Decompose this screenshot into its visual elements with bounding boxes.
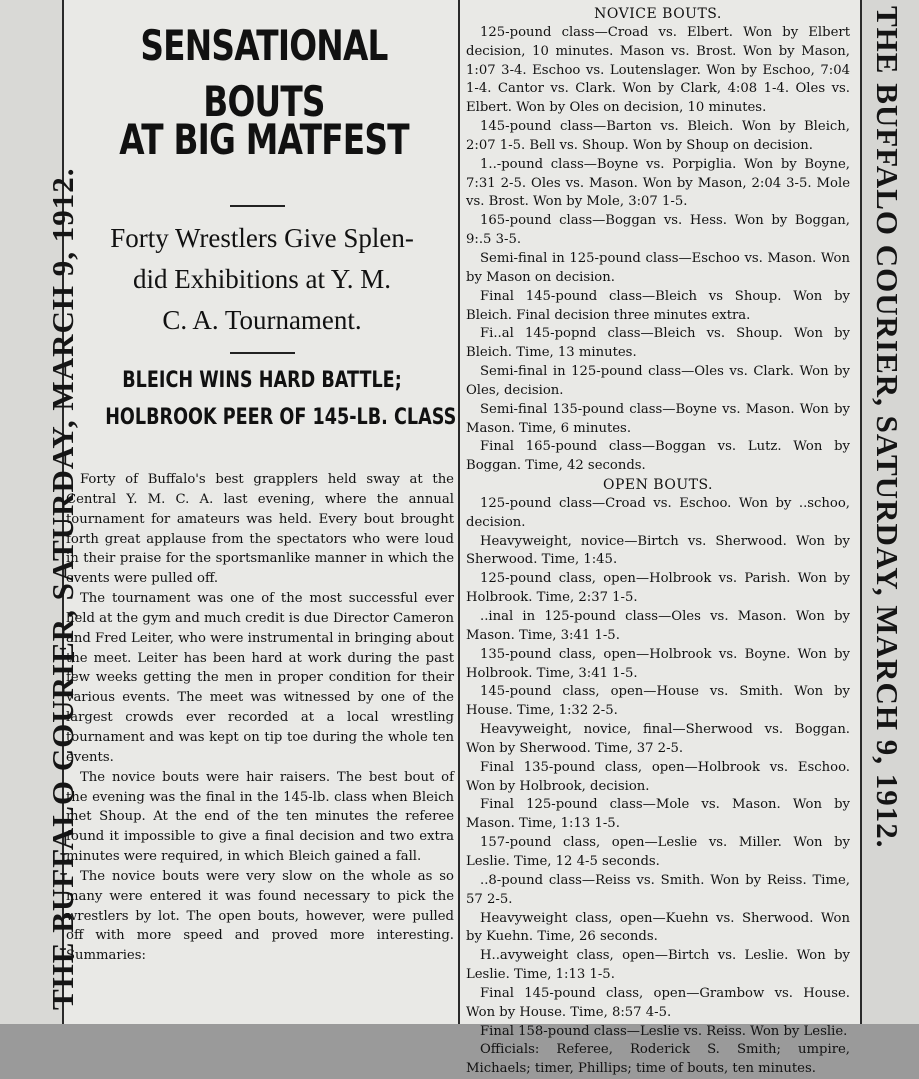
summary-entry: 145-pound class, open—House vs. Smith. Won by House. Time, 1:32 2-5. <box>466 684 850 719</box>
headline-line-2: AT BIG MATFEST <box>119 115 409 164</box>
subhead <box>105 362 457 436</box>
summaries <box>466 5 850 1079</box>
summary-entry: Final 135-pound class, open—Holbrook vs. Eschoo. Won by Holbrook, decision. <box>466 759 850 794</box>
summary-entry: Final 125-pound class—Mole vs. Mason. Won by Mason. Time, 1:13 1-5. <box>466 797 850 832</box>
deck <box>66 218 458 341</box>
article-body <box>66 470 454 966</box>
headline-line-1: SENSATIONAL BOUTS <box>140 21 388 126</box>
summary-entry: Final 165-pound class—Boggan vs. Lutz. Won by Boggan. Time, 42 seconds. <box>466 439 850 474</box>
summary-entry: 145-pound class—Barton vs. Bleich. Won by Bleich, 2:07 1-5. Bell vs. Shoup. Won by Shoup on decision. <box>466 119 850 153</box>
right-margin-dateline: THE BUFFALO COURIER, SATURDAY, MARCH 9, 1912. <box>870 6 905 849</box>
summary-entry: H..avyweight class, open—Birtch vs. Leslie. Won by Leslie. Time, 1:13 1-5. <box>466 948 850 983</box>
summary-entry: Heavyweight, novice, final—Sherwood vs. Boggan. Won by Sherwood. Time, 37 2-5. <box>466 722 850 756</box>
summary-entry: ..inal in 125-pound class—Oles vs. Mason. Won by Mason. Time, 3:41 1-5. <box>466 609 850 643</box>
article-paragraph: The novice bouts were very slow on the whole as so many were entered it was found necessary to pick the wrestlers by lot. The open bouts, however, were pulled off with more speed and proved more interesting. Summaries: <box>66 868 454 964</box>
summary-entry: 125-pound class—Croad vs. Eschoo. Won by ..schoo, decision. <box>466 495 850 530</box>
summary-entry: 125-pound class—Croad vs. Elbert. Won by Elbert decision, 10 minutes. Mason vs. Brost. Won by Mason, 1:07 3-4. Eschoo vs. Loutenslager. Won by Eschoo, 7:04 1-4. Cantor vs. Clark. Won by Clark, 4:08 1-4. Oles vs. Elbert. Won by Oles on decision, 10 minutes. <box>466 24 850 116</box>
deck-line-3: C. A. Tournament. <box>162 305 362 335</box>
open-bouts-heading: OPEN BOUTS. <box>602 477 714 494</box>
summary-entry: 165-pound class—Boggan vs. Hess. Won by Boggan, 9:.5 3-5. <box>466 213 850 248</box>
deck-line-1: Forty Wrestlers Give Splen- <box>110 223 414 253</box>
article-paragraph: The novice bouts were hair raisers. The best bout of the evening was the final in the 145-lb. class when Bleich met Shoup. At the end of the ten minutes the referee found it impossible to give a final decision and two extra minutes were required, in which Bleich gained a fall. <box>66 769 454 865</box>
novice-bouts-heading: NOVICE BOUTS. <box>594 6 722 22</box>
summary-entry: Final 145-pound class, open—Grambow vs. House. Won by House. Time, 8:57 4-5. <box>466 985 850 1020</box>
deck-line-2: did Exhibitions at Y. M. <box>132 264 392 294</box>
subhead-line-2: HOLBROOK PEER OF 145-LB. CLASS <box>105 405 457 430</box>
summary-entry: Semi-final 135-pound class—Boyne vs. Mason. Won by Mason. Time, 6 minutes. <box>466 401 850 436</box>
summary-entry: 125-pound class, open—Holbrook vs. Parish. Won by Holbrook. Time, 2:37 1-5. <box>466 571 850 606</box>
summary-entry: Officials: Referee, Roderick S. Smith; umpire, Michaels; timer, Phillips; time of bouts, ten minutes. <box>466 1042 850 1077</box>
summary-entry: Heavyweight, novice—Birtch vs. Sherwood. Won by Sherwood. Time, 1:45. <box>466 533 850 568</box>
summary-entry: Semi-final in 125-pound class—Eschoo vs. Mason. Won by Mason on decision. <box>466 250 850 285</box>
summary-entry: 157-pound class, open—Leslie vs. Miller. Won by Leslie. Time, 12 4-5 seconds. <box>466 835 850 869</box>
summary-entry: 135-pound class, open—Holbrook vs. Boyne. Won by Holbrook. Time, 3:41 1-5. <box>466 646 850 681</box>
summary-entry: Semi-final in 125-pound class—Oles vs. Clark. Won by Oles, decision. <box>466 364 850 398</box>
summary-entry: Fi..al 145-popnd class—Bleich vs. Shoup. Won by Bleich. Time, 13 minutes. <box>466 326 850 361</box>
deck-divider <box>230 352 295 354</box>
summary-entry: Heavyweight class, open—Kuehn vs. Sherwood. Won by Kuehn. Time, 26 seconds. <box>466 910 850 945</box>
summary-entry: ..8-pound class—Reiss vs. Smith. Won by Reiss. Time, 57 2-5. <box>466 872 850 907</box>
right-column-rule <box>860 0 862 1024</box>
headline-divider <box>230 205 285 207</box>
summary-entry: Final 145-pound class—Bleich vs Shoup. Won by Bleich. Final decision three minutes extra. <box>466 288 850 323</box>
article-paragraph: The tournament was one of the most successful ever held at the gym and much credit is due Director Cameron and Fred Leiter, who were instrumental in bringing about the meet. Leiter has been hard at work during the past few weeks getting the men in proper condition for their various events. The meet was witnessed by one of the largest crowds ever recorded at a local wrestling tournament and was kept on tip toe during the whole ten events. <box>66 591 454 765</box>
subhead-line-1: BLEICH WINS HARD BATTLE; <box>122 368 402 393</box>
left-margin-dateline: THE BUFFALO COURIER, SATURDAY, MARCH 9, 1912. <box>45 167 80 1010</box>
summary-entry: Final 158-pound class—Leslie vs. Reiss. Won by Leslie. <box>480 1023 848 1039</box>
summary-entry: 1..-pound class—Boyne vs. Porpiglia. Won by Boyne, 7:31 2-5. Oles vs. Mason. Won by Mason, 2:04 3-5. Mole vs. Brost. Won by Mole, 3:07 1-5. <box>466 156 850 210</box>
center-column-rule <box>458 0 460 1024</box>
article-paragraph: Forty of Buffalo's best grapplers held sway at the Central Y. M. C. A. last evening, where the annual tournament for amateurs was held. Every bout brought forth great applause from the spectators who were loud in their praise for the sportsmanlike manner in which the events were pulled off. <box>66 472 454 587</box>
